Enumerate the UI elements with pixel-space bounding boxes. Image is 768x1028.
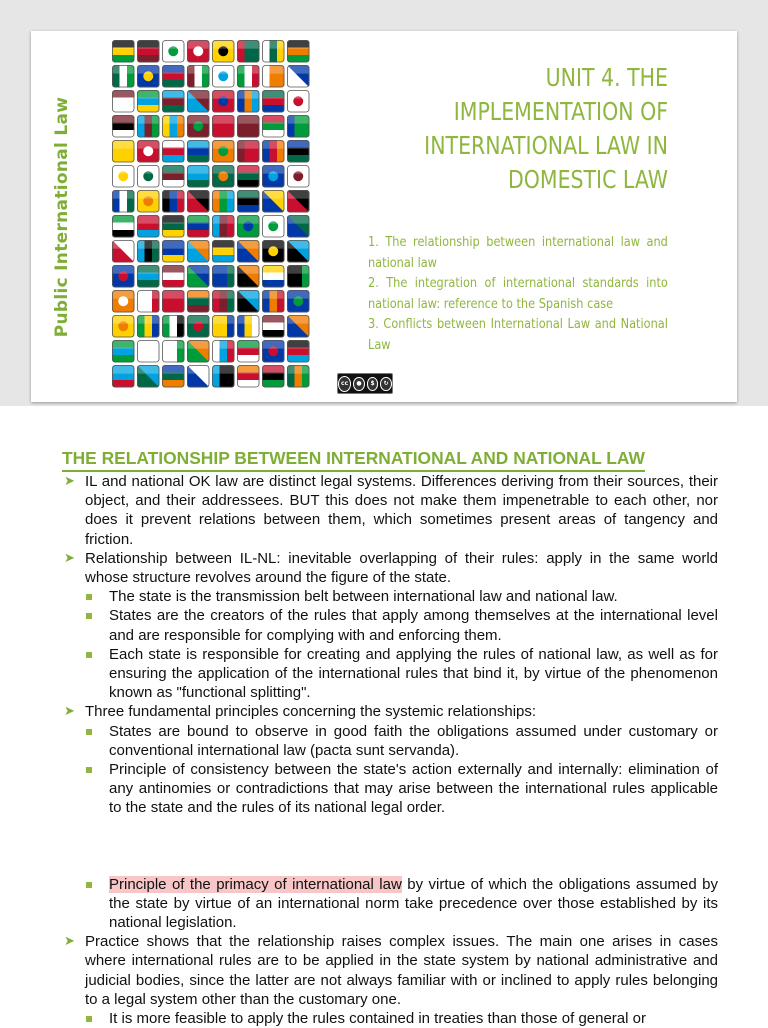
list-item xyxy=(62,549,718,587)
topic-list xyxy=(368,232,718,355)
world-flags-image xyxy=(112,40,312,390)
sub-item-text: by virtue of which the obligations assumed by the state by virtue of an international norm take precedence over those established by its national legislation. xyxy=(109,875,719,932)
creative-commons-icon: cc xyxy=(338,376,351,392)
noncommercial-icon: $ xyxy=(367,377,379,391)
page-gap xyxy=(62,818,718,875)
square-bullet-icon xyxy=(86,613,92,619)
attribution-icon: ● xyxy=(353,377,365,391)
list-item xyxy=(62,472,718,549)
unit-title xyxy=(397,61,668,197)
unit-title-line: IMPLEMENTATION OF xyxy=(453,97,668,126)
arrow-bullet-icon: ➤ xyxy=(64,934,75,950)
arrow-bullet-icon: ➤ xyxy=(64,474,75,489)
sub-item-text: States are the creators of the rules that apply among themselves at the international level and are responsible for complying with and enforcing them. xyxy=(109,607,718,644)
square-bullet-icon xyxy=(86,1016,92,1022)
topic-item: 2. The integration of international standards into national law: reference to the Spanish case xyxy=(368,275,668,312)
square-bullet-icon xyxy=(86,767,92,773)
sub-list-item xyxy=(62,722,718,760)
arrow-bullet-icon: ➤ xyxy=(64,704,75,720)
arrow-bullet-icon: ➤ xyxy=(64,550,75,566)
sub-item-text: States are bound to observe in good faith the obligations assumed under customary or conventional international law (pacta sunt servanda). xyxy=(109,722,718,759)
sub-item-text: Principle of consistency between the state's action externally and internally: elimination of any antinomies or contradictions that may arise between the international rules applicable to the state and the rules of its national legal order. xyxy=(109,761,718,817)
creative-commons-license-badge[interactable] xyxy=(337,373,393,394)
sub-list-item xyxy=(62,606,718,644)
sub-list-item xyxy=(62,1009,718,1028)
topic-item: 1. The relationship between international law and national law xyxy=(368,234,668,271)
topic-item: 3. Conflicts between International Law and National Law xyxy=(368,316,668,353)
sub-list-item xyxy=(62,587,718,606)
sub-list-item xyxy=(62,645,718,703)
list-item xyxy=(62,702,718,721)
sub-list-item xyxy=(62,875,718,933)
sub-item-text: The state is the transmission belt between international law and national law. xyxy=(109,588,618,606)
document-body xyxy=(62,447,718,1028)
sub-list-item xyxy=(62,760,718,818)
paragraph-text: Three fundamental principles concerning the systemic relationships: xyxy=(85,703,537,721)
sub-item-text: Each state is responsible for creating and applying the rules of national law, as well as for ensuring the application of the international rules that bind it, by virtue of the phenomenon known as "functional splitting". xyxy=(109,645,718,702)
square-bullet-icon xyxy=(86,652,92,658)
paragraph-text: Relationship between IL-NL: inevitable overlapping of their rules: apply in the same world whose structure revolves around the figure of the state. xyxy=(85,549,718,587)
section-heading: THE RELATIONSHIP BETWEEN INTERNATIONAL AND NATIONAL LAW xyxy=(62,447,645,472)
unit-title-line: DOMESTIC LAW xyxy=(507,165,668,194)
highlighted-text: Principle of the primacy of international law xyxy=(109,875,402,893)
course-subject: Public International Law xyxy=(52,96,72,338)
paragraph-text: Practice shows that the relationship raises complex issues. The main one arises in cases where international rules are to be applied in the state system by national administrative and judicial bodies, since the latter are not always familiar with or inclined to apply rules belonging to a legal system other than the customary one. xyxy=(85,933,718,1008)
paragraph-text: IL and national OK law are distinct legal systems. Differences deriving from their sources, their object, and their addressees. BUT this does not make them impenetrable to each other, nor does it prevent relations between them, which sometimes present areas of tangency and friction. xyxy=(85,473,718,548)
square-bullet-icon xyxy=(86,882,92,888)
sub-item-text: It is more feasible to apply the rules contained in treaties than those of general or xyxy=(109,1010,646,1028)
square-bullet-icon xyxy=(86,594,92,600)
flag-mosaic-icon xyxy=(112,40,312,390)
sharealike-icon: ↻ xyxy=(380,377,392,391)
unit-title-line: UNIT 4. THE xyxy=(545,63,668,92)
unit-title-line: INTERNATIONAL LAW IN xyxy=(424,131,668,160)
square-bullet-icon xyxy=(86,729,92,735)
list-item xyxy=(62,932,718,1009)
